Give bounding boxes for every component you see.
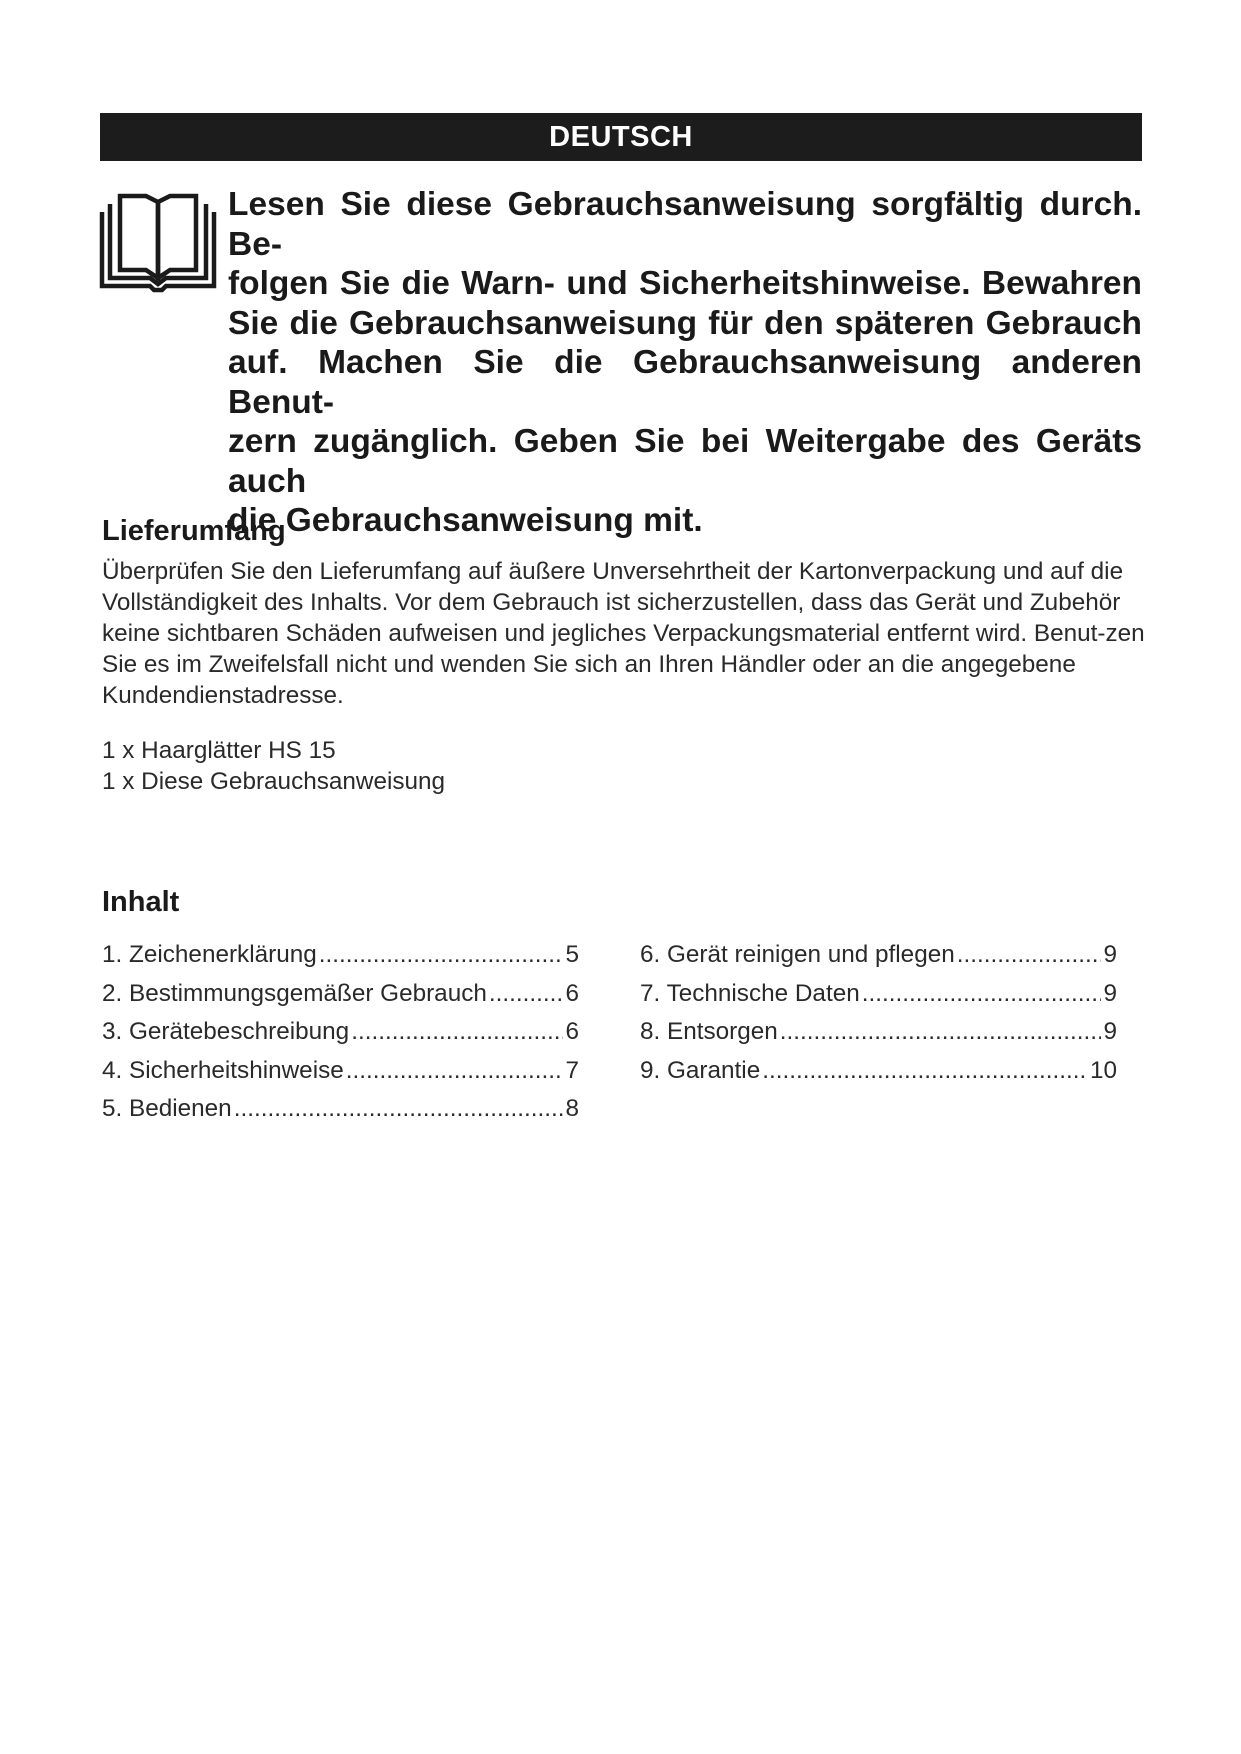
toc-leader-dots <box>762 1057 1088 1085</box>
language-header: DEUTSCH <box>100 113 1142 161</box>
toc-entry-page: 9 <box>1103 1018 1117 1045</box>
list-item: 1 x Diese Gebrauchsanweisung <box>102 768 446 795</box>
toc-entry <box>102 980 579 1019</box>
toc-leader-dots <box>351 1018 563 1046</box>
notice-line: zern zugänglich. Geben Sie bei Weitergabe des Geräts auch <box>228 423 1142 500</box>
contents-heading: Inhalt <box>102 886 180 918</box>
delivery-items <box>102 735 445 797</box>
toc-entry-page: 6 <box>565 1018 579 1045</box>
toc-entry <box>102 941 579 980</box>
toc-leader-dots <box>346 1057 564 1085</box>
toc-entry <box>640 941 1117 980</box>
toc-right-column <box>640 941 1117 1095</box>
toc-entry <box>102 1057 579 1096</box>
notice-line: Sie die Gebrauchsanweisung für den späteren Gebrauch <box>228 304 1142 342</box>
toc-leader-dots <box>862 980 1102 1008</box>
toc-entry-page: 7 <box>565 1056 579 1084</box>
toc-entry-page: 9 <box>1103 941 1117 968</box>
toc-entry-label: 8. Entsorgen <box>640 1018 778 1045</box>
toc-entry <box>640 1057 1117 1096</box>
toc-entry-label: 4. Sicherheitshinweise <box>102 1056 344 1084</box>
toc-leader-dots <box>957 941 1102 969</box>
toc-entry <box>640 1018 1117 1057</box>
toc-entry-label: 3. Gerätebeschreibung <box>102 1018 350 1045</box>
toc-leader-dots <box>780 1018 1102 1046</box>
delivery-description: Überprüfen Sie den Lieferumfang auf äußere Unversehrtheit der Kartonverpackung und auf die Vollständigkeit des Inhalts. Vor dem Gebrauch ist sicherzustellen, dass das Gerät und Zubehör keine sichtbaren Schäden aufweisen und jegliches Verpackungsmaterial entfernt wird. Benut-zen Sie es im Zweifelsfall nicht und wenden Sie sich an Ihren Händler oder an die angegebene Kundendienstadresse. <box>102 558 1145 709</box>
toc-leader-dots <box>489 980 564 1008</box>
delivery-heading: Lieferumfang <box>102 515 286 547</box>
toc-entry-label: 5. Bedienen <box>102 1095 232 1122</box>
toc-entry-page: 10 <box>1089 1056 1117 1084</box>
notice-line: auf. Machen Sie die Gebrauchsanweisung anderen Benut- <box>228 344 1142 421</box>
safety-notice <box>228 185 1142 541</box>
toc-entry-label: 9. Garantie <box>640 1056 761 1084</box>
toc-entry-page: 9 <box>1103 979 1117 1007</box>
toc-entry <box>102 1018 579 1057</box>
toc-entry-label: 7. Technische Daten <box>640 979 860 1007</box>
toc-entry-label: 2. Bestimmungsgemäßer Gebrauch <box>102 979 487 1007</box>
notice-line: die Gebrauchsanweisung mit. <box>228 502 703 539</box>
list-item: 1 x Haarglätter HS 15 <box>102 737 336 764</box>
toc-leader-dots <box>319 941 564 969</box>
toc-entry <box>102 1095 579 1134</box>
toc-entry <box>640 980 1117 1019</box>
toc-entry-page: 6 <box>565 979 579 1007</box>
toc-entry-label: 1. Zeichenerklärung <box>102 941 317 968</box>
toc-entry-page: 5 <box>565 941 579 968</box>
notice-line: Lesen Sie diese Gebrauchsanweisung sorgfältig durch. Be- <box>228 186 1142 263</box>
notice-line: folgen Sie die Warn- und Sicherheitshinweise. Bewahren <box>228 265 1142 302</box>
toc-entry-label: 6. Gerät reinigen und pflegen <box>640 941 955 968</box>
open-book-icon <box>98 190 218 298</box>
toc-left-column <box>102 941 579 1134</box>
toc-entry-page: 8 <box>565 1095 579 1122</box>
toc-leader-dots <box>234 1095 564 1123</box>
